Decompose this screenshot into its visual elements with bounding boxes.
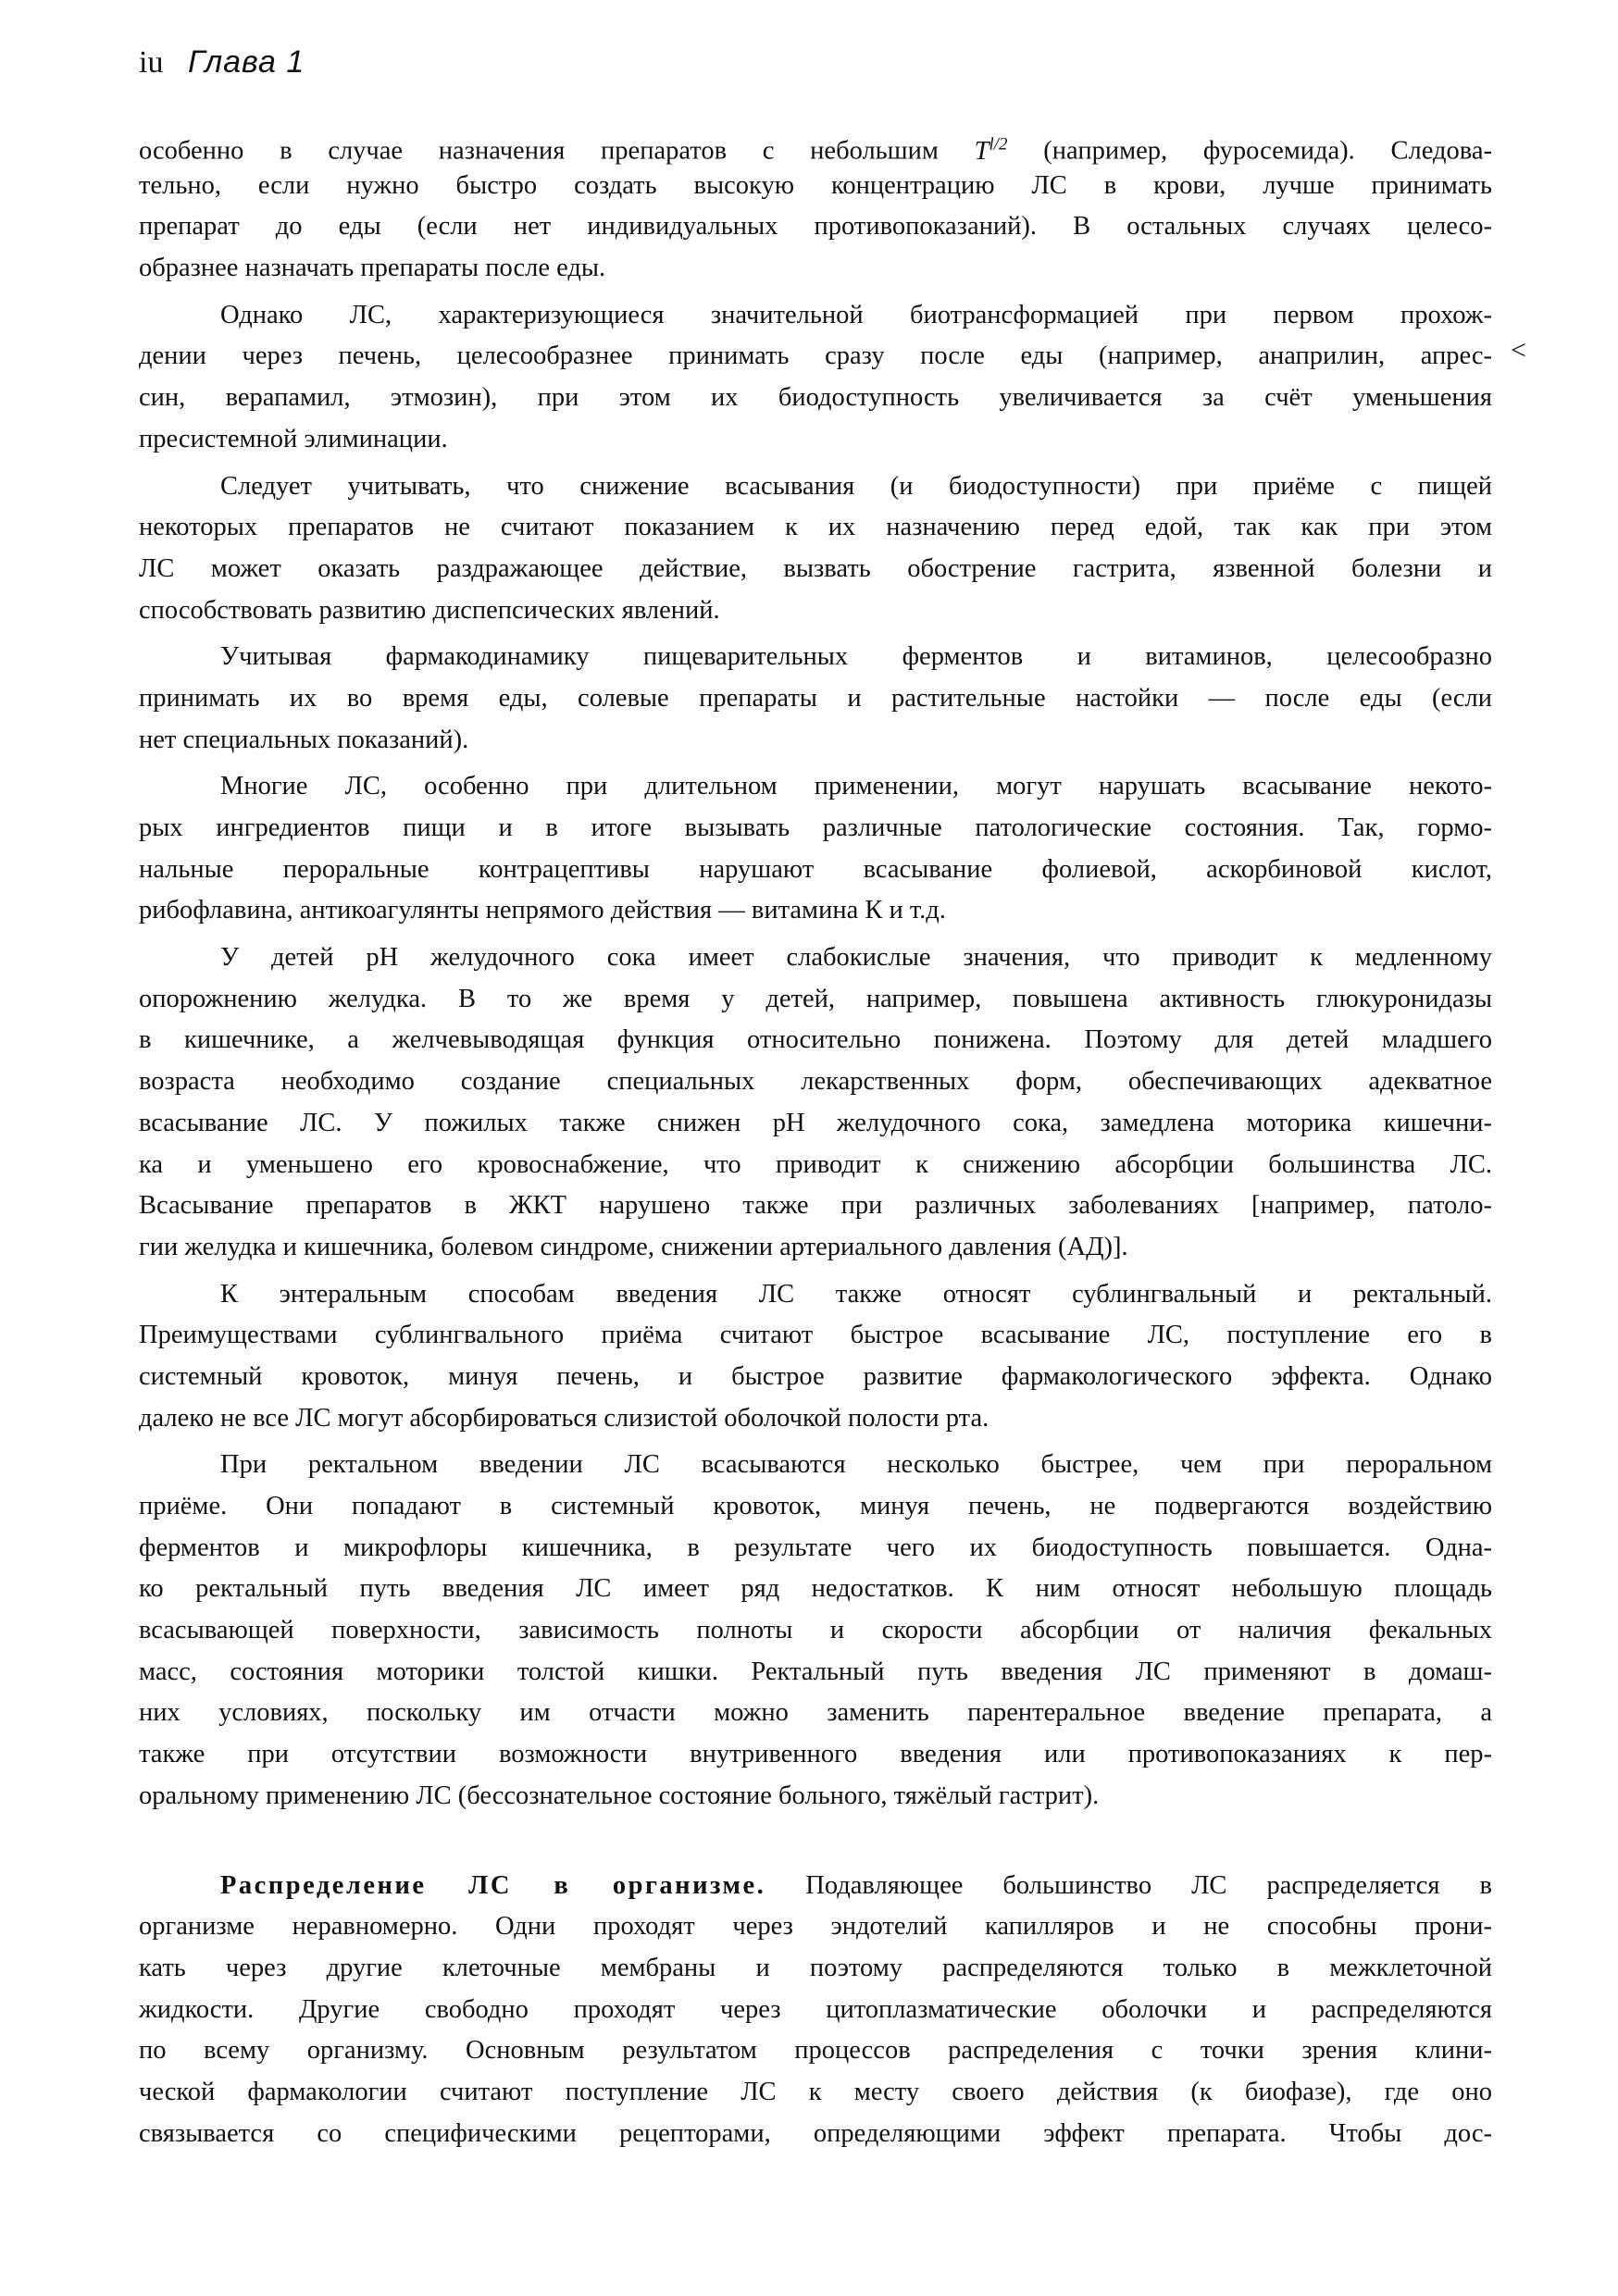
text-line [139,850,1492,891]
text-segment: жидкости. Другие свободно проходят через цитоплазматические оболочки и распределяются [139,1994,1492,2024]
text-line [139,248,1492,290]
text-line [139,1145,1492,1186]
paragraph [139,466,1492,632]
text-line [139,2030,1492,2072]
text-line [139,937,1492,979]
text-line [139,720,1492,762]
text-line [139,466,1492,508]
text-segment: особенно в случае назначения препаратов с небольшим [139,136,975,166]
text-segment: (например, фуросемида). Следова- [1007,136,1492,166]
text-line [139,1103,1492,1145]
text-segment: гии желудка и кишечника, болевом синдроме, снижении артериального давления (АД)]. [139,1232,1128,1261]
text-segment: связывается со специфическими рецепторами, определяющими эффект препарата. Чтобы дос- [139,2118,1492,2148]
text-line [139,890,1492,932]
text-segment: ферментов и микрофлоры кишечника, в результате чего их биодоступность повышается. Одна- [139,1533,1492,1562]
text-segment: опорожнению желудка. В то же время у детей, например, повышена активность глюкуронидазы [139,984,1492,1013]
text-segment: Учитывая фармакодинамику пищеварительных ферментов и витаминов, целесообразно [220,642,1492,672]
half-life-symbol [974,134,1008,166]
text-segment: тельно, если нужно быстро создать высокую концентрацию ЛС в крови, лучше принимать [139,170,1492,200]
text-line [139,1274,1492,1316]
text-line [139,1445,1492,1486]
text-segment: У детей рН желудочного сока имеет слабокислые значения, что приводит к медленному [220,943,1492,973]
text-segment: Всасывание препаратов в ЖКТ нарушено также при различных заболеваниях [например, патоло- [139,1191,1492,1221]
text-segment: образнее назначать препараты после еды. [139,254,606,283]
document-body [139,124,1492,2154]
text-segment: нет специальных показаний). [139,725,469,754]
text-segment: При ректальном введении ЛС всасываются несколько быстрее, чем при пероральном [220,1450,1492,1480]
paragraph [139,637,1492,761]
paragraph [139,937,1492,1269]
text-line [139,295,1492,337]
page-number: iu [139,45,164,80]
text-line [139,1990,1492,2031]
symbol-t: T [974,136,989,166]
text-segment: них условиях, поскольку им отчасти можно заменить парентеральное введение препарата, а [139,1698,1492,1728]
text-line [139,1357,1492,1398]
text-segment: Преимуществами сублингвального приёма считают быстрое всасывание ЛС, поступление его в [139,1321,1492,1350]
chapter-title: Глава 1 [187,44,305,80]
text-line [139,336,1492,378]
text-line [139,1906,1492,1948]
text-line [139,1734,1492,1776]
text-line [139,1652,1492,1694]
text-line [139,507,1492,549]
text-segment: способствовать развитию диспепсических явлений. [139,595,720,625]
text-line [139,1185,1492,1227]
text-segment: кать через другие клеточные мембраны и поэтому распределяются только в межклеточной [139,1953,1492,1982]
text-segment: некоторых препаратов не считают показанием к их назначению перед едой, так как при этом [139,513,1492,542]
text-line [139,419,1492,461]
text-segment: Подавляющее большинство ЛС распределяется в [765,1870,1492,1900]
text-segment: по всему организму. Основным результатом процессов распределения с точки зрения клини- [139,2036,1492,2066]
text-segment: организме неравномерно. Одни проходят через эндотелий капилляров и не способны прони- [139,1912,1492,1942]
text-line [139,2072,1492,2114]
section-paragraph [139,1866,1492,2155]
text-line [139,206,1492,248]
text-segment: К энтеральным способам введения ЛС также относят сублингвальный и ректальный. [220,1279,1492,1309]
text-line [139,378,1492,419]
section-heading: Распределение ЛС в организме. [220,1870,766,1900]
text-line [139,979,1492,1021]
superscript: l/2 [989,134,1008,154]
text-segment: Многие ЛС, особенно при длительном применении, могут нарушать всасывание некото- [220,772,1492,801]
paragraph [139,1274,1492,1440]
text-segment: масс, состояния моторики толстой кишки. Ректальный путь введения ЛС применяют в домаш- [139,1657,1492,1686]
text-line [139,1486,1492,1528]
text-segment: нальные пероральные контрацептивы нарушают всасывание фолиевой, аскорбиновой кислот, [139,854,1492,884]
text-line [139,1398,1492,1440]
text-segment: всасывание ЛС. У пожилых также снижен рН желудочного сока, замедлена моторика кишечни- [139,1108,1492,1137]
text-segment: ЛС может оказать раздражающее действие, вызвать обострение гастрита, язвенной болезни и [139,553,1492,583]
text-line [139,2114,1492,2155]
text-segment: возраста необходимо создание специальных лекарственных форм, обеспечивающих адекватное [139,1067,1492,1097]
text-line [139,1610,1492,1652]
text-line [139,166,1492,207]
text-line [139,1569,1492,1610]
text-line [139,1866,1492,1907]
text-line [139,124,1492,166]
text-segment: системный кровоток, минуя печень, и быстрое развитие фармакологического эффекта. Однако [139,1361,1492,1391]
text-line [139,766,1492,808]
text-segment: оральному применению ЛС (бессознательное состояние больного, тяжёлый гастрит). [139,1781,1100,1810]
text-segment: далеко не все ЛС могут абсорбироваться слизистой оболочкой полости рта. [139,1403,989,1433]
paragraph [139,295,1492,461]
text-segment: принимать их во время еды, солевые препараты и растительные настойки — после еды (если [139,683,1492,713]
text-segment: рых ингредиентов пищи и в итоге вызывать различные патологические состояния. Так, гормо- [139,813,1492,842]
text-line [139,1227,1492,1269]
text-line [139,549,1492,590]
text-line [139,1061,1492,1103]
paragraph [139,766,1492,932]
text-segment: ческой фармакологии считают поступление ЛС к месту своего действия (к биофазе), где оно [139,2077,1492,2106]
text-line [139,678,1492,720]
text-segment: рибофлавина, антикоагулянты непрямого действия — витамина К и т.д. [139,896,946,925]
text-segment: ко ректальный путь введения ЛС имеет ряд недостатков. К ним относят небольшую площадь [139,1574,1492,1604]
text-line [139,1528,1492,1570]
text-line [139,1020,1492,1061]
text-segment: также при отсутствии возможности внутривенного введения или противопоказаниях к пер- [139,1740,1492,1769]
text-segment: ка и уменьшено его кровоснабжение, что приводит к снижению абсорбции большинства ЛС. [139,1149,1492,1179]
text-line [139,1693,1492,1734]
text-line [139,808,1492,850]
running-header [139,44,305,81]
text-segment: Однако ЛС, характеризующиеся значительной биотрансформацией при первом прохож- [220,300,1492,329]
text-line [139,1776,1492,1818]
text-segment: пресистемной элиминации. [139,424,448,453]
paragraph [139,124,1492,290]
paragraph [139,1445,1492,1817]
text-segment: препарат до еды (если нет индивидуальных противопоказаний). В остальных случаях целесо- [139,212,1492,242]
text-line [139,1315,1492,1357]
text-segment: приёме. Они попадают в системный кровоток, минуя печень, не подвергаются воздействию [139,1492,1492,1520]
text-line [139,590,1492,632]
text-segment: всасывающей поверхности, зависимость полноты и скорости абсорбции от наличия фекальных [139,1616,1492,1645]
margin-mark: < [1511,335,1526,366]
text-segment: син, верапамил, этмозин), при этом их биодоступность увеличивается за счёт уменьшения [139,383,1492,413]
text-segment: дении через печень, целесообразнее принимать сразу после еды (например, анаприлин, апрес- [139,341,1492,371]
text-segment: в кишечнике, а желчевыводящая функция относительно понижена. Поэтому для детей младшего [139,1025,1492,1055]
text-line [139,637,1492,678]
text-segment: Следует учитывать, что снижение всасывания (и биодоступности) при приёме с пищей [220,471,1492,501]
text-line [139,1948,1492,1990]
